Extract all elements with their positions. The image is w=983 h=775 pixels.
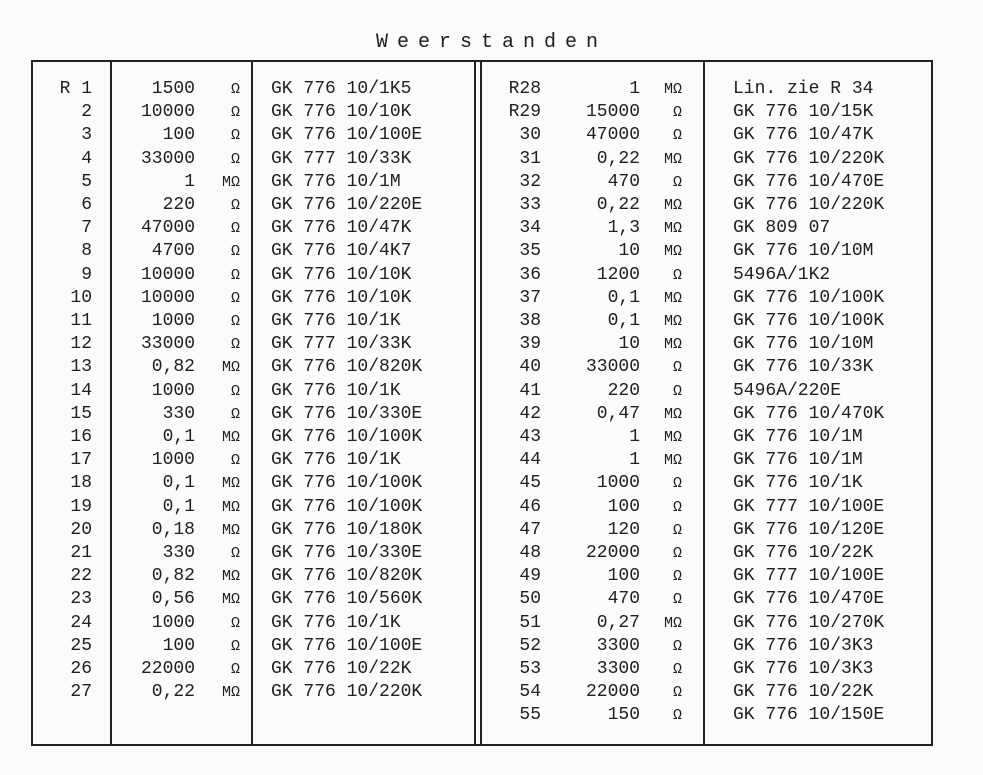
resistor-id: 49 — [519, 566, 541, 587]
resistor-unit: Ω — [230, 545, 240, 562]
resistor-unit: MΩ — [663, 197, 682, 214]
resistor-value: 1500 — [151, 79, 195, 99]
resistor-unit: Ω — [230, 127, 240, 145]
resistor-id: 24 — [70, 612, 92, 633]
resistor-id: R29 — [508, 102, 541, 123]
resistor-unit: Ω — [230, 289, 240, 307]
part-number: GK 776 10/470E — [733, 171, 885, 192]
part-number: GK 776 10/10M — [733, 241, 874, 262]
part-number: GK 776 10/120E — [733, 519, 885, 540]
resistor-id: 13 — [70, 357, 92, 378]
part-number: GK 776 10/1K — [271, 311, 401, 331]
resistor-unit: Ω — [230, 336, 240, 354]
resistor-value: 0,1 — [607, 287, 640, 308]
resistor-value: 10000 — [140, 287, 195, 308]
resistor-value: 0,56 — [151, 589, 195, 610]
resistor-id: R28 — [508, 79, 541, 99]
resistor-id: 15 — [70, 403, 92, 424]
part-number: GK 776 10/3K3 — [733, 635, 874, 656]
resistor-value: 1000 — [151, 380, 195, 401]
resistor-value: 1 — [629, 79, 640, 99]
resistor-unit: MΩ — [663, 81, 682, 98]
resistor-unit: Ω — [672, 173, 682, 191]
resistor-unit: MΩ — [663, 150, 682, 168]
part-number: GK 776 10/22K — [733, 543, 874, 563]
resistor-id: 36 — [519, 264, 541, 285]
resistor-value: 1,3 — [607, 218, 640, 239]
resistor-id: 25 — [70, 635, 92, 656]
part-number: GK 776 10/220K — [733, 195, 885, 215]
part-number: GK 776 10/270K — [733, 612, 885, 633]
part-number: GK 776 10/330E — [271, 543, 423, 563]
resistor-unit: Ω — [672, 707, 682, 725]
part-number: GK 776 10/10K — [271, 287, 412, 308]
part-number: GK 777 10/33K — [271, 148, 412, 169]
resistor-unit: Ω — [672, 266, 682, 284]
resistor-id: 4 — [81, 148, 92, 169]
resistor-id: 10 — [70, 287, 92, 308]
resistor-value: 150 — [607, 705, 640, 726]
resistor-id: 19 — [70, 496, 92, 517]
resistor-unit: Ω — [230, 150, 240, 168]
resistor-id: 32 — [519, 171, 541, 192]
resistor-id: 8 — [81, 241, 92, 262]
resistor-unit: Ω — [230, 104, 240, 122]
part-number: GK 776 10/470E — [733, 589, 885, 610]
part-number: GK 776 10/100E — [271, 125, 423, 146]
part-number: GK 776 10/1K — [271, 612, 401, 633]
resistor-value: 1000 — [151, 450, 195, 471]
resistor-value: 22000 — [585, 682, 640, 703]
resistor-id: 12 — [70, 334, 92, 355]
resistor-value: 0,1 — [162, 473, 195, 494]
resistor-unit: Ω — [672, 637, 682, 655]
part-number: GK 776 10/100K — [271, 473, 423, 494]
resistor-value: 470 — [607, 171, 640, 192]
resistor-unit: MΩ — [663, 220, 682, 238]
part-number: GK 776 10/47K — [733, 125, 874, 146]
resistor-value: 0,18 — [151, 519, 195, 540]
resistor-id: 17 — [70, 450, 92, 471]
resistor-unit: Ω — [672, 498, 682, 516]
part-number: GK 776 10/1K — [271, 380, 401, 401]
column-divider — [703, 62, 705, 744]
part-number: GK 776 10/1M — [733, 427, 863, 447]
part-number: GK 776 10/100K — [733, 311, 885, 331]
resistor-value: 120 — [607, 519, 640, 540]
resistor-unit: Ω — [672, 591, 682, 609]
resistor-value: 0,22 — [596, 148, 640, 169]
part-number: GK 776 10/100K — [271, 496, 423, 517]
resistor-id: 51 — [519, 612, 541, 633]
resistor-id: 5 — [81, 171, 92, 192]
resistor-value: 1 — [629, 427, 640, 447]
resistor-id: 35 — [519, 241, 541, 262]
resistor-value: 100 — [607, 566, 640, 587]
resistor-id: 18 — [70, 473, 92, 494]
resistor-unit: Ω — [672, 359, 682, 377]
part-number: GK 776 10/1M — [271, 171, 401, 192]
part-number: GK 776 10/4K7 — [271, 241, 412, 262]
resistor-value: 47000 — [585, 125, 640, 146]
part-number: 5496A/1K2 — [733, 264, 831, 285]
part-number: GK 776 10/820K — [271, 566, 423, 587]
resistor-value: 220 — [162, 195, 195, 215]
resistor-unit: MΩ — [221, 173, 240, 191]
resistor-value: 0,22 — [596, 195, 640, 215]
resistor-value: 33000 — [140, 148, 195, 169]
resistor-value: 1000 — [151, 311, 195, 331]
resistor-unit: Ω — [672, 127, 682, 145]
resistor-unit: Ω — [672, 661, 682, 678]
resistor-value: 0,22 — [151, 682, 195, 703]
part-number: GK 776 10/100K — [271, 427, 423, 447]
resistor-unit: MΩ — [663, 336, 682, 354]
resistor-value: 10000 — [140, 264, 195, 285]
resistor-id: 37 — [519, 287, 541, 308]
part-number: GK 776 10/330E — [271, 403, 423, 424]
resistor-id: 39 — [519, 334, 541, 355]
part-number: GK 776 10/3K3 — [733, 659, 874, 679]
resistor-unit: MΩ — [221, 591, 240, 609]
resistor-value: 22000 — [140, 659, 195, 679]
resistor-value: 4700 — [151, 241, 195, 262]
resistor-unit: MΩ — [663, 243, 682, 261]
resistor-id: 46 — [519, 496, 541, 517]
resistor-id: 22 — [70, 566, 92, 587]
part-number: GK 776 10/150E — [733, 705, 885, 726]
part-number: GK 776 10/100K — [733, 287, 885, 308]
part-number: GK 809 07 — [733, 218, 831, 239]
part-number: GK 776 10/10K — [271, 102, 412, 123]
resistor-unit: Ω — [230, 81, 240, 98]
part-number: GK 776 10/220K — [733, 148, 885, 169]
resistor-unit: Ω — [672, 521, 682, 539]
resistor-id: 2 — [81, 102, 92, 123]
resistor-value: 1 — [629, 450, 640, 471]
resistor-unit: MΩ — [221, 359, 240, 377]
part-number: GK 776 10/1K — [733, 473, 863, 494]
resistor-unit: MΩ — [221, 429, 240, 446]
resistor-unit: Ω — [672, 104, 682, 122]
resistor-unit: Ω — [230, 614, 240, 632]
resistor-id: 53 — [519, 659, 541, 679]
resistor-value: 0,1 — [607, 311, 640, 331]
part-number: GK 776 10/220K — [271, 682, 423, 703]
resistor-unit: Ω — [230, 405, 240, 423]
resistor-id: 11 — [70, 311, 92, 331]
resistor-value: 15000 — [585, 102, 640, 123]
resistor-id: 23 — [70, 589, 92, 610]
resistor-id: 6 — [81, 195, 92, 215]
resistor-unit: MΩ — [221, 521, 240, 539]
resistor-id: 30 — [519, 125, 541, 146]
resistor-unit: MΩ — [221, 498, 240, 516]
resistor-unit: Ω — [230, 637, 240, 655]
resistor-id: 47 — [519, 519, 541, 540]
resistor-value: 47000 — [140, 218, 195, 239]
resistor-unit: MΩ — [221, 684, 240, 702]
resistor-id: 31 — [519, 148, 541, 169]
resistor-id: 54 — [519, 682, 541, 703]
resistor-id: 40 — [519, 357, 541, 378]
resistor-unit: MΩ — [663, 614, 682, 632]
resistor-unit: MΩ — [663, 289, 682, 307]
resistor-id: R 1 — [59, 79, 92, 99]
resistor-id: 7 — [81, 218, 92, 239]
resistor-value: 33000 — [585, 357, 640, 378]
resistor-value: 1000 — [151, 612, 195, 633]
resistor-id: 3 — [81, 125, 92, 146]
column-divider — [251, 62, 253, 744]
resistor-value: 0,1 — [162, 427, 195, 447]
part-number: GK 776 10/1K5 — [271, 79, 412, 99]
part-number: GK 776 10/22K — [733, 682, 874, 703]
resistor-unit: Ω — [230, 661, 240, 678]
resistor-unit: Ω — [672, 545, 682, 562]
part-number: GK 776 10/1K — [271, 450, 401, 471]
resistor-id: 48 — [519, 543, 541, 563]
resistor-value: 220 — [607, 380, 640, 401]
resistor-id: 41 — [519, 380, 541, 401]
resistor-unit: Ω — [672, 568, 682, 586]
resistor-value: 330 — [162, 543, 195, 563]
resistor-id: 21 — [70, 543, 92, 563]
resistor-value: 3300 — [596, 659, 640, 679]
page-title: Weerstanden — [375, 31, 608, 54]
resistor-unit: Ω — [672, 382, 682, 400]
resistor-id: 52 — [519, 635, 541, 656]
part-number: GK 776 10/820K — [271, 357, 423, 378]
part-number: Lin. zie R 34 — [733, 79, 874, 99]
resistor-value: 0,82 — [151, 357, 195, 378]
part-number: GK 777 10/100E — [733, 496, 885, 517]
resistor-id: 34 — [519, 218, 541, 239]
resistor-value: 33000 — [140, 334, 195, 355]
resistor-value: 100 — [162, 635, 195, 656]
resistor-id: 44 — [519, 450, 541, 471]
resistor-unit: MΩ — [663, 452, 682, 470]
resistor-id: 14 — [70, 380, 92, 401]
resistor-value: 10 — [618, 334, 640, 355]
part-number: GK 777 10/100E — [733, 566, 885, 587]
resistor-id: 27 — [70, 682, 92, 703]
resistor-unit: Ω — [672, 475, 682, 493]
resistor-id: 45 — [519, 473, 541, 494]
resistor-unit: Ω — [230, 313, 240, 330]
resistor-value: 470 — [607, 589, 640, 610]
resistor-value: 10000 — [140, 102, 195, 123]
resistor-value: 1 — [184, 171, 195, 192]
resistor-unit: Ω — [230, 243, 240, 261]
resistor-id: 50 — [519, 589, 541, 610]
resistor-id: 33 — [519, 195, 541, 215]
resistor-unit: Ω — [672, 684, 682, 702]
part-number: GK 776 10/560K — [271, 589, 423, 610]
resistor-value: 330 — [162, 403, 195, 424]
resistor-id: 9 — [81, 264, 92, 285]
resistor-value: 1000 — [596, 473, 640, 494]
part-number: GK 776 10/15K — [733, 102, 874, 123]
resistor-id: 43 — [519, 427, 541, 447]
resistor-value: 10 — [618, 241, 640, 262]
resistor-id: 55 — [519, 705, 541, 726]
resistor-value: 1200 — [596, 264, 640, 285]
part-number: GK 776 10/22K — [271, 659, 412, 679]
part-number: 5496A/220E — [733, 380, 842, 401]
part-number: GK 776 10/100E — [271, 635, 423, 656]
resistor-value: 100 — [162, 125, 195, 146]
part-number: GK 776 10/180K — [271, 519, 423, 540]
part-number: GK 776 10/220E — [271, 195, 423, 215]
part-number: GK 776 10/470K — [733, 403, 885, 424]
resistor-value: 0,27 — [596, 612, 640, 633]
resistor-value: 100 — [607, 496, 640, 517]
part-number: GK 776 10/10K — [271, 264, 412, 285]
resistor-value: 0,1 — [162, 496, 195, 517]
resistor-value: 3300 — [596, 635, 640, 656]
resistor-value: 22000 — [585, 543, 640, 563]
resistor-unit: MΩ — [663, 429, 682, 446]
resistor-unit: Ω — [230, 382, 240, 400]
resistor-value: 0,47 — [596, 403, 640, 424]
part-number: GK 776 10/33K — [733, 357, 874, 378]
resistor-id: 16 — [70, 427, 92, 447]
part-number: GK 776 10/10M — [733, 334, 874, 355]
resistor-value: 0,82 — [151, 566, 195, 587]
resistor-id: 26 — [70, 659, 92, 679]
resistor-unit: Ω — [230, 266, 240, 284]
resistor-unit: MΩ — [663, 405, 682, 423]
part-number: GK 776 10/1M — [733, 450, 863, 471]
resistor-id: 38 — [519, 311, 541, 331]
resistor-unit: MΩ — [221, 475, 240, 493]
resistor-id: 42 — [519, 403, 541, 424]
resistor-unit: Ω — [230, 452, 240, 470]
resistor-unit: MΩ — [663, 313, 682, 330]
resistor-unit: Ω — [230, 220, 240, 238]
resistor-unit: Ω — [230, 197, 240, 214]
resistor-unit: MΩ — [221, 568, 240, 586]
part-number: GK 776 10/47K — [271, 218, 412, 239]
resistor-id: 20 — [70, 519, 92, 540]
part-number: GK 777 10/33K — [271, 334, 412, 355]
